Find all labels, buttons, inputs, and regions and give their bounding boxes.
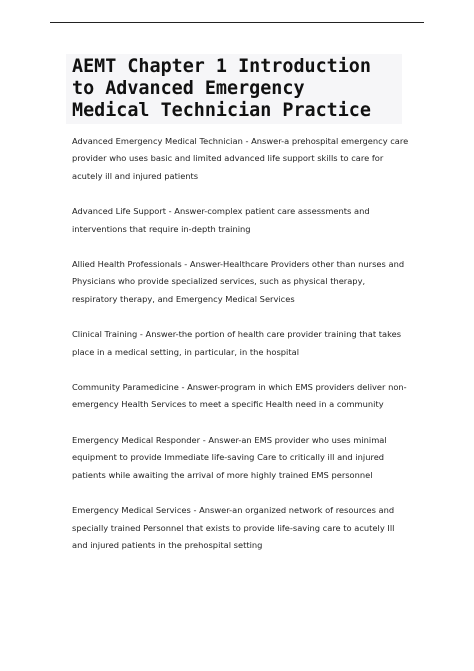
glossary-entry: Emergency Medical Services - Answer-an organized network of resources and specially trained Personnel that exists to provide life-saving care to acutely Ill and injured patients in the prehospital setting — [72, 505, 395, 550]
glossary-list — [72, 133, 412, 572]
glossary-entry: Allied Health Professionals - Answer-Healthcare Providers other than nurses and Physicians who provide specialized services, such as physical therapy, respiratory therapy, and Emergency Medical Services — [72, 259, 405, 304]
glossary-entry: Emergency Medical Responder - Answer-an EMS provider who uses minimal equipment to provide Immediate life-saving Care to critically ill and injured patients while awaiting the arrival of more highly trained EMS personnel — [72, 434, 387, 480]
page-title: AEMT Chapter 1 Introduction to Advanced Emergency Medical Technician Practice — [72, 56, 371, 121]
top-divider — [50, 22, 424, 23]
glossary-entry: Advanced Life Support - Answer-complex patient care assessments and interventions that require in-depth training — [72, 206, 370, 234]
glossary-entry: Community Paramedicine - Answer-program in which EMS providers deliver non-emergency Health Services to meet a specific Health need in a community — [72, 382, 407, 410]
glossary-entry: Advanced Emergency Medical Technician - Answer-a prehospital emergency care provider who uses basic and limited advanced life support skills to care for acutely ill and injured patients — [72, 136, 409, 181]
glossary-entry: Clinical Training - Answer-the portion of health care provider training that takes place in a medical setting, in particular, in the hospital — [72, 329, 402, 357]
